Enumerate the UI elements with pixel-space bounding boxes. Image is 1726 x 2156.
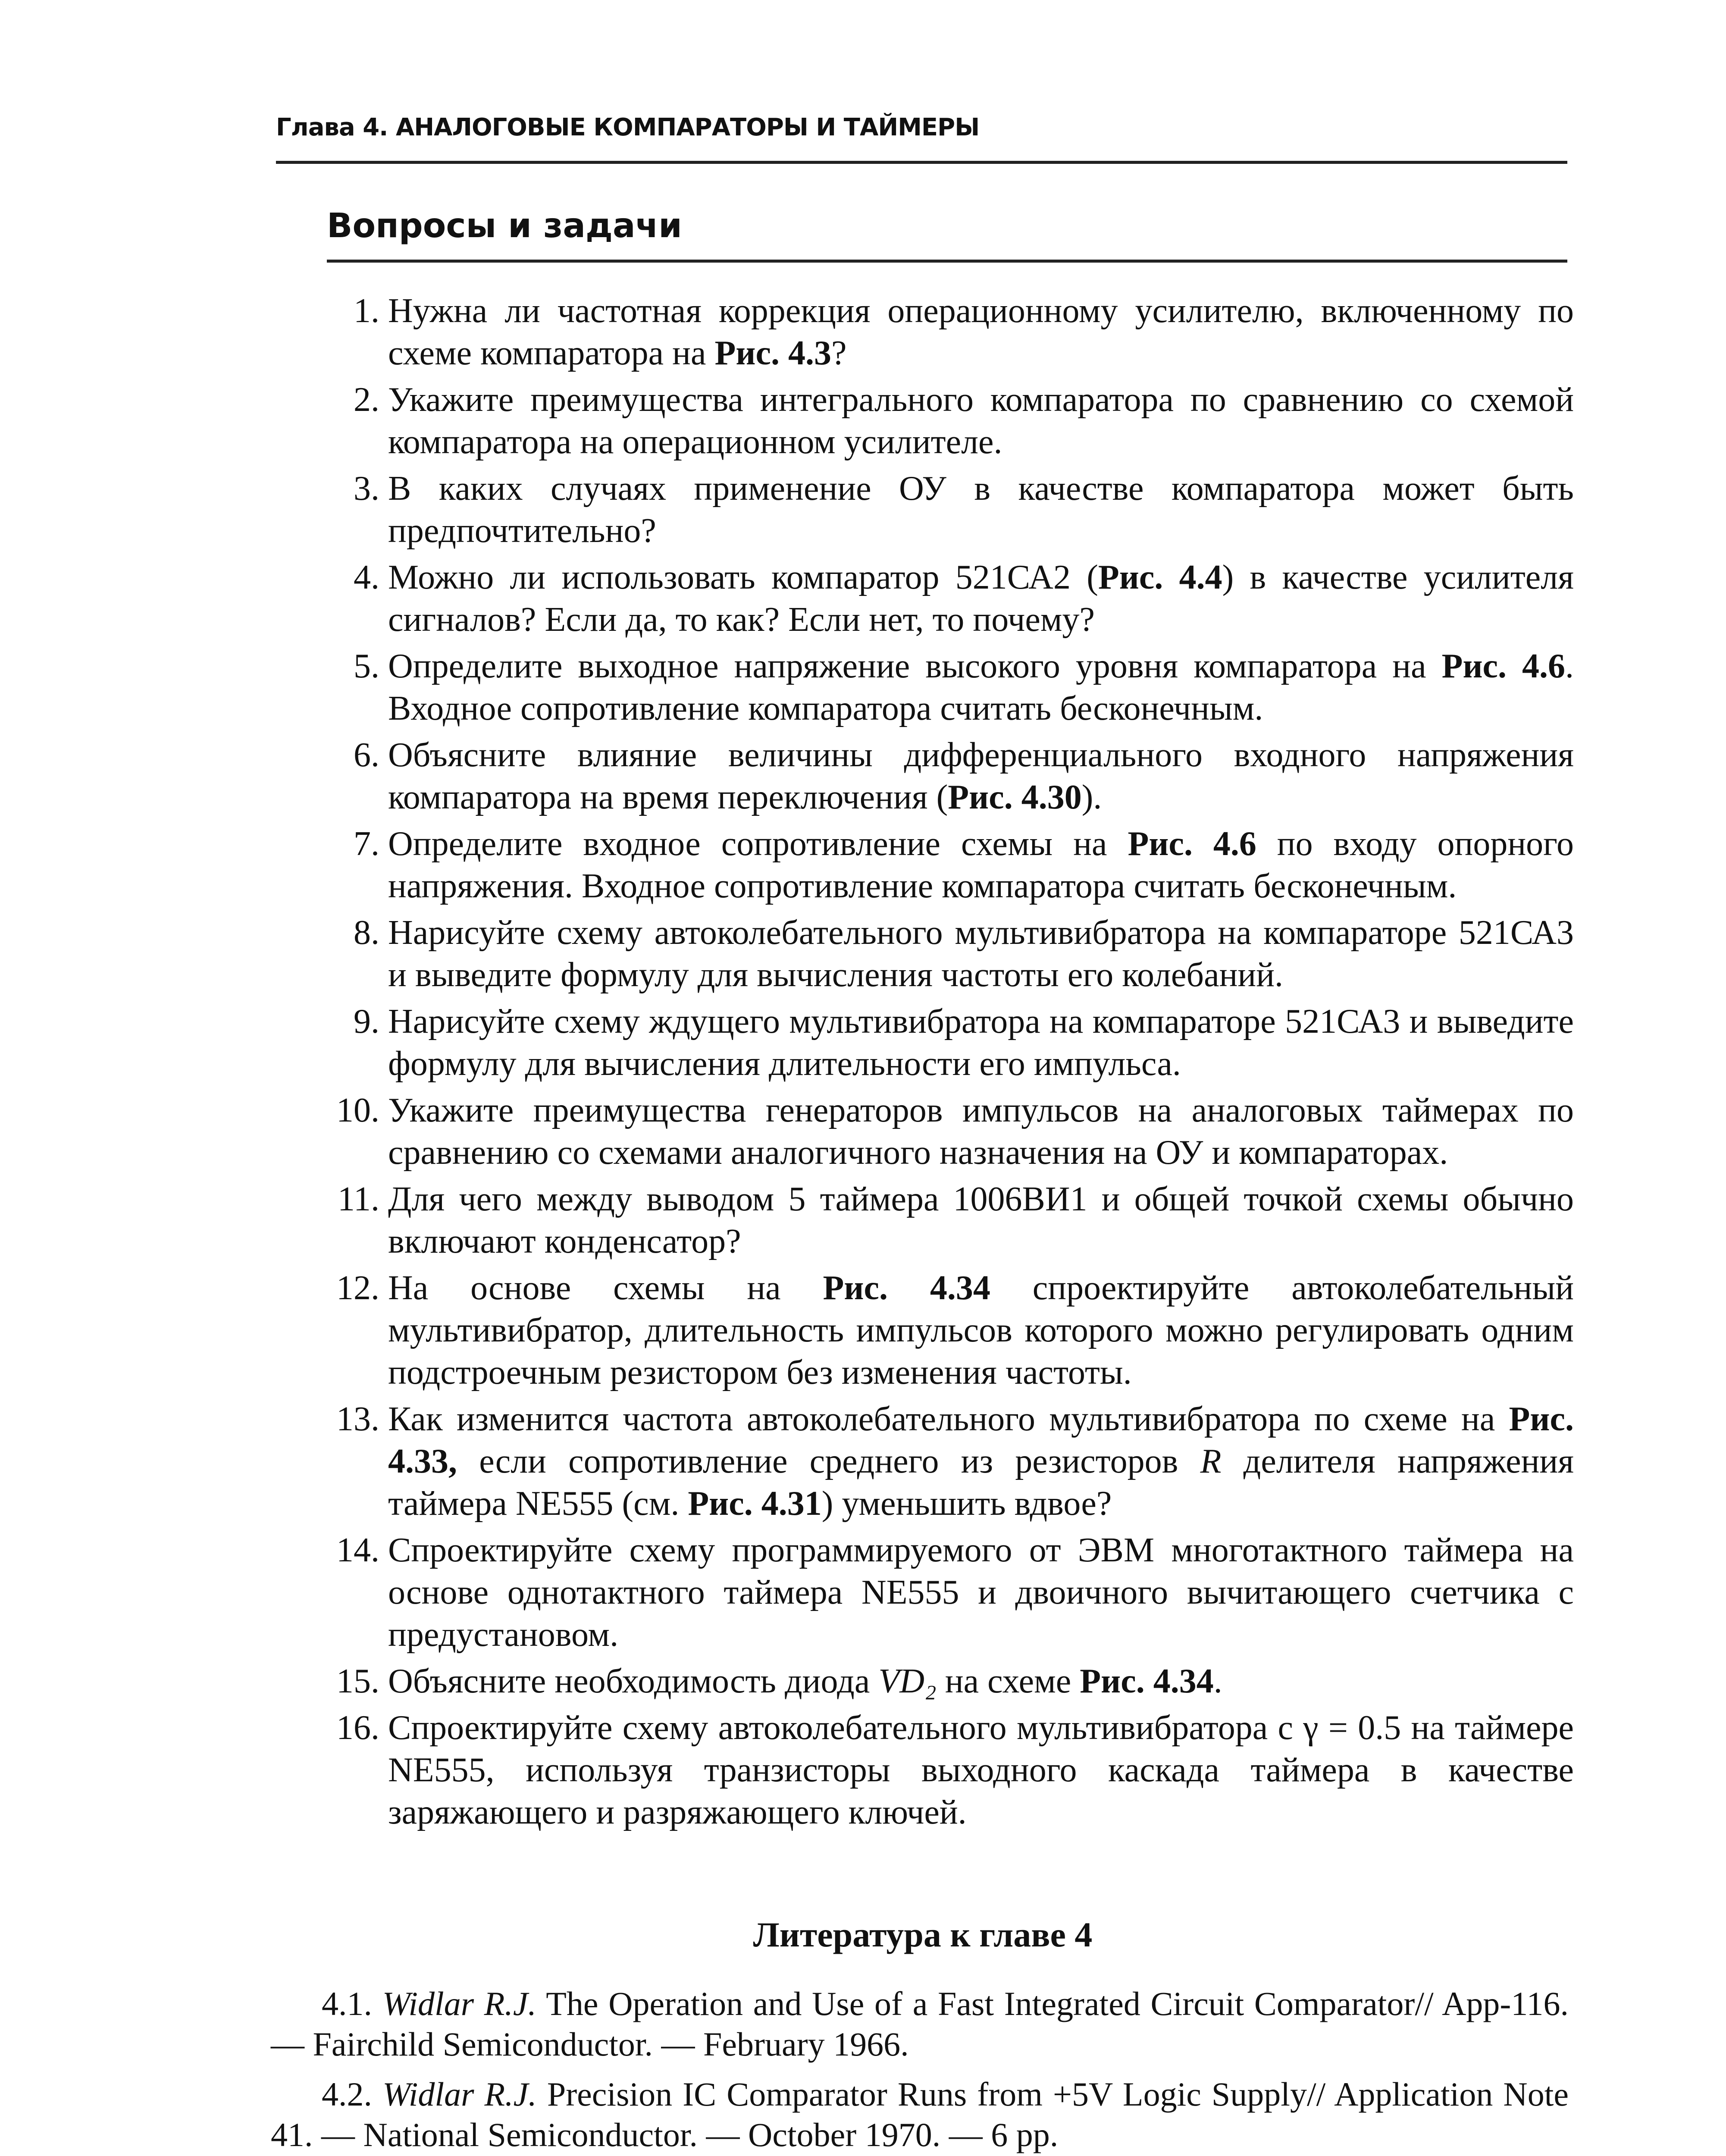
question-number: 3. (354, 470, 379, 508)
question-number: 14. (336, 1531, 379, 1569)
question-text (388, 1180, 1574, 1260)
question-item (332, 1660, 1574, 1702)
question-text (388, 1662, 1222, 1700)
bold-run: Рис. 4.30 (948, 778, 1082, 816)
question-number: 16. (336, 1709, 379, 1747)
text-run: The Operation and Use of a Fast Integrated Circuit Comparator// App-116. — Fairchild Semiconductor. — February 1966. (271, 1985, 1569, 2063)
text-run: В каких случаях применение ОУ в качестве компаратора может быть предпочтительно? (388, 470, 1574, 550)
question-item (332, 912, 1574, 996)
question-text (388, 292, 1574, 372)
question-number: 7. (354, 825, 379, 863)
italic-run: Widlar R.J. (382, 1985, 536, 2022)
question-text (388, 1091, 1574, 1172)
bold-run: Рис. 4.31 (688, 1485, 822, 1523)
text-run: ). (1081, 778, 1102, 816)
text-run: на схеме (936, 1662, 1080, 1700)
question-text (388, 470, 1574, 550)
question-item (332, 556, 1574, 641)
question-item (332, 734, 1574, 818)
text-run: делителя напряжения таймера NE555 (см. (388, 1442, 1574, 1523)
question-text (388, 647, 1574, 727)
literature-title: Литература к главе 4 (753, 1915, 1093, 1954)
question-text (388, 1269, 1574, 1391)
question-item (332, 379, 1574, 463)
question-item (332, 1178, 1574, 1263)
question-number: 9. (354, 1003, 379, 1040)
text-run: Объясните влияние величины дифференциального входного напряжения компаратора на время переключения ( (388, 736, 1574, 816)
bold-run: Рис. 4.34 (823, 1269, 990, 1307)
question-number: 10. (336, 1091, 379, 1129)
question-item (332, 645, 1574, 730)
question-item (332, 1398, 1574, 1525)
reference-list (271, 1984, 1569, 2156)
text-run: Для чего между выводом 5 таймера 1006ВИ1 и общей точкой схемы обычно включают конденсатор? (388, 1180, 1574, 1260)
question-list (332, 290, 1574, 1838)
question-item (332, 823, 1574, 907)
text-run: 4.1. (322, 1985, 382, 2022)
question-number: 15. (336, 1662, 379, 1700)
text-run: 4.2. (322, 2075, 383, 2113)
bold-run: Рис. 4.33, (388, 1400, 1574, 1480)
text-run: ? (831, 334, 847, 372)
text-run: На основе схемы на (388, 1269, 823, 1307)
text-run: спроектируйте автоколебательный мультивибратор, длительность импульсов которого можно регулировать одним подстроечным резистором без изменения частоты. (388, 1269, 1574, 1391)
reference-item (271, 2074, 1569, 2155)
section-title: Вопросы и задачи (327, 206, 1567, 263)
question-text (388, 1709, 1574, 1831)
question-item (332, 467, 1574, 552)
question-item (332, 1529, 1574, 1656)
text-run: Precision IC Comparator Runs from +5V Logic Supply// Application Note 41. — National Semiconductor. — October 1970. — 6 pp. (271, 2075, 1569, 2153)
question-number: 2. (354, 381, 379, 419)
bold-run: Рис. 4.6 (1441, 647, 1566, 685)
text-run: Нарисуйте схему автоколебательного мультивибратора на компараторе 521СА3 и выведите формулу для вычисления частоты его колебаний. (388, 914, 1574, 994)
bold-run: Рис. 4.34 (1080, 1662, 1214, 1700)
text-run: Объясните необходимость диода (388, 1662, 879, 1700)
question-text (388, 1003, 1574, 1083)
question-text (388, 914, 1574, 994)
text-run: Нарисуйте схему ждущего мультивибратора на компараторе 521СА3 и выведите формулу для вычисления длительности его импульса. (388, 1003, 1574, 1083)
question-item (332, 1707, 1574, 1833)
text-run: ) уменьшить вдвое? (821, 1485, 1112, 1523)
text-run: Определите входное сопротивление схемы на (388, 825, 1128, 863)
text-run: Определите выходное напряжение высокого уровня компаратора на (388, 647, 1442, 685)
bold-run: Рис. 4.6 (1128, 825, 1256, 863)
text-run: Спроектируйте схему программируемого от ЭВМ многотактного таймера на основе однотактного таймера NE555 и двоичного вычитающего счетчика с предустановом. (388, 1531, 1574, 1654)
question-item (332, 1000, 1574, 1085)
bold-run: Рис. 4.4 (1098, 558, 1222, 596)
italic-run: Widlar R.J. (382, 2075, 537, 2113)
text-run: . Входное сопротивление компаратора считать бесконечным. (388, 647, 1574, 727)
question-number: 5. (354, 647, 379, 685)
running-head: Глава 4. АНАЛОГОВЫЕ КОМПАРАТОРЫ И ТАЙМЕРЫ (276, 113, 1567, 164)
text-run: Укажите преимущества генераторов импульсов на аналоговых таймерах по сравнению со схемами аналогичного назначения на ОУ и компараторах. (388, 1091, 1574, 1172)
text-run: . (1213, 1662, 1222, 1700)
question-number: 11. (337, 1180, 379, 1218)
text-run: ) в качестве усилителя сигналов? Если да, то как? Если нет, то почему? (388, 558, 1574, 639)
text-run: если сопротивление среднего из резисторов (457, 1442, 1200, 1480)
italic-run: VD₂ (878, 1662, 937, 1700)
question-number: 1. (354, 292, 379, 330)
question-text (388, 381, 1574, 461)
question-text (388, 558, 1574, 639)
text-run: Укажите преимущества интегрального компаратора по сравнению со схемой компаратора на операционном усилителе. (388, 381, 1574, 461)
question-item (332, 1089, 1574, 1174)
question-item (332, 290, 1574, 374)
text-run: Нужна ли частотная коррекция операционному усилителю, включенному по схеме компаратора на (388, 292, 1574, 372)
question-number: 8. (354, 914, 379, 952)
reference-item (271, 1984, 1569, 2065)
question-number: 12. (336, 1269, 379, 1307)
question-item (332, 1267, 1574, 1394)
question-number: 13. (336, 1400, 379, 1438)
text-run: Спроектируйте схему автоколебательного мультивибратора с γ = 0.5 на таймере NE555, используя транзисторы выходного каскада таймера в качестве заряжающего и разряжающего ключей. (388, 1709, 1574, 1831)
text-run: Как изменится частота автоколебательного мультивибратора по схеме на (388, 1400, 1509, 1438)
bold-run: Рис. 4.3 (714, 334, 831, 372)
question-text (388, 736, 1574, 816)
question-number: 6. (354, 736, 379, 774)
question-number: 4. (354, 558, 379, 596)
question-text (388, 1531, 1574, 1654)
italic-run: R (1200, 1442, 1222, 1480)
question-text (388, 825, 1574, 905)
question-text (388, 1400, 1574, 1523)
text-run: по входу опорного напряжения. Входное сопротивление компаратора считать бесконечным. (388, 825, 1574, 905)
text-run: Можно ли использовать компаратор 521СА2 ( (388, 558, 1098, 596)
